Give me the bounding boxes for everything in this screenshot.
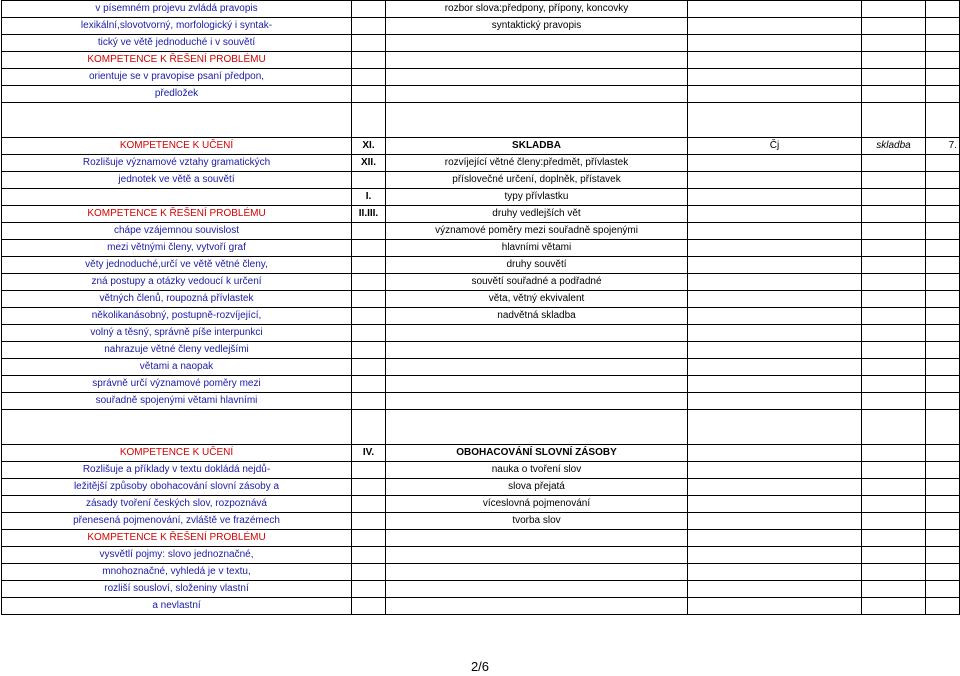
- topic-cell: hlavními větami: [386, 240, 688, 257]
- area-cell: [862, 52, 926, 69]
- topic-cell: věta, větný ekvivalent: [386, 291, 688, 308]
- section-number-cell: [352, 35, 386, 52]
- topic-cell: [386, 35, 688, 52]
- area-cell: [862, 530, 926, 547]
- area-cell: [862, 393, 926, 410]
- grade-cell: [926, 410, 960, 445]
- grade-cell: [926, 69, 960, 86]
- competence-cell: správně určí významové poměry mezi: [2, 376, 352, 393]
- section-number-cell: [352, 513, 386, 530]
- competence-cell: věty jednoduché,určí ve větě větné členy,: [2, 257, 352, 274]
- topic-cell: [386, 69, 688, 86]
- section-number-cell: XII.: [352, 155, 386, 172]
- competence-cell: [2, 189, 352, 206]
- topic-cell: významové poměry mezi souřadně spojenými: [386, 223, 688, 240]
- section-number-cell: [352, 103, 386, 138]
- table-row: [2, 18, 960, 35]
- topic-cell: druhy souvětí: [386, 257, 688, 274]
- area-cell: [862, 496, 926, 513]
- area-cell: [862, 189, 926, 206]
- subject-cell: [688, 257, 862, 274]
- topic-cell: příslovečné určení, doplněk, přístavek: [386, 172, 688, 189]
- area-cell: [862, 35, 926, 52]
- section-number-cell: [352, 257, 386, 274]
- section-number-cell: XI.: [352, 138, 386, 155]
- grade-cell: [926, 172, 960, 189]
- table-row: [2, 445, 960, 462]
- grade-cell: [926, 598, 960, 615]
- grade-cell: [926, 291, 960, 308]
- section-number-cell: [352, 462, 386, 479]
- grade-cell: [926, 445, 960, 462]
- section-number-cell: [352, 308, 386, 325]
- subject-cell: [688, 308, 862, 325]
- competence-cell: tický ve větě jednoduché i v souvětí: [2, 35, 352, 52]
- subject-cell: [688, 598, 862, 615]
- grade-cell: [926, 496, 960, 513]
- grade-cell: [926, 462, 960, 479]
- grade-cell: [926, 547, 960, 564]
- subject-cell: [688, 496, 862, 513]
- competence-cell: a nevlastní: [2, 598, 352, 615]
- table-row: [2, 598, 960, 615]
- table-row: [2, 52, 960, 69]
- competence-cell: nahrazuje větné členy vedlejšími: [2, 342, 352, 359]
- topic-cell: [386, 325, 688, 342]
- competence-cell: v písemném projevu zvládá pravopis: [2, 1, 352, 18]
- subject-cell: Čj: [688, 138, 862, 155]
- topic-cell: nadvětná skladba: [386, 308, 688, 325]
- subject-cell: [688, 52, 862, 69]
- table-row: [2, 1, 960, 18]
- topic-cell: [386, 52, 688, 69]
- section-number-cell: [352, 530, 386, 547]
- topic-cell: druhy vedlejších vět: [386, 206, 688, 223]
- grade-cell: [926, 479, 960, 496]
- topic-cell: [386, 342, 688, 359]
- section-number-cell: [352, 69, 386, 86]
- grade-cell: [926, 35, 960, 52]
- area-cell: [862, 291, 926, 308]
- competence-cell: větami a naopak: [2, 359, 352, 376]
- curriculum-table: [1, 0, 960, 615]
- area-cell: [862, 257, 926, 274]
- grade-cell: [926, 257, 960, 274]
- subject-cell: [688, 103, 862, 138]
- grade-cell: [926, 18, 960, 35]
- table-row: [2, 291, 960, 308]
- section-number-cell: [352, 564, 386, 581]
- topic-cell: nauka o tvoření slov: [386, 462, 688, 479]
- table-row: [2, 274, 960, 291]
- subject-cell: [688, 223, 862, 240]
- competence-cell: mezi větnými členy, vytvoří graf: [2, 240, 352, 257]
- competence-cell: Rozlišuje významové vztahy gramatických: [2, 155, 352, 172]
- section-number-cell: [352, 172, 386, 189]
- subject-cell: [688, 35, 862, 52]
- area-cell: [862, 342, 926, 359]
- competence-cell: předložek: [2, 86, 352, 103]
- subject-cell: [688, 564, 862, 581]
- table-row: [2, 325, 960, 342]
- area-cell: [862, 410, 926, 445]
- competence-cell: přenesená pojmenování, zvláště ve frazémech: [2, 513, 352, 530]
- table-row: [2, 513, 960, 530]
- area-cell: [862, 274, 926, 291]
- section-number-cell: [352, 274, 386, 291]
- table-row: [2, 240, 960, 257]
- competence-cell: chápe vzájemnou souvislost: [2, 223, 352, 240]
- section-number-cell: [352, 223, 386, 240]
- grade-cell: [926, 240, 960, 257]
- section-number-cell: IV.: [352, 445, 386, 462]
- topic-cell: [386, 103, 688, 138]
- section-number-cell: [352, 598, 386, 615]
- table-row: [2, 172, 960, 189]
- section-number-cell: [352, 376, 386, 393]
- grade-cell: [926, 308, 960, 325]
- competence-cell: KOMPETENCE K ŘEŠENÍ PROBLÉMU: [2, 206, 352, 223]
- topic-cell: souvětí souřadné a podřadné: [386, 274, 688, 291]
- subject-cell: [688, 342, 862, 359]
- subject-cell: [688, 18, 862, 35]
- section-number-cell: I.: [352, 189, 386, 206]
- page-number: 2/6: [470, 659, 490, 674]
- subject-cell: [688, 291, 862, 308]
- competence-cell: vysvětlí pojmy: slovo jednoznačné,: [2, 547, 352, 564]
- topic-cell: tvorba slov: [386, 513, 688, 530]
- subject-cell: [688, 86, 862, 103]
- area-cell: [862, 206, 926, 223]
- area-cell: [862, 240, 926, 257]
- grade-cell: [926, 52, 960, 69]
- topic-cell: typy přívlastku: [386, 189, 688, 206]
- table-row: [2, 581, 960, 598]
- section-number-cell: [352, 547, 386, 564]
- table-row: [2, 308, 960, 325]
- competence-cell: souřadně spojenými větami hlavními: [2, 393, 352, 410]
- grade-cell: [926, 376, 960, 393]
- topic-cell: OBOHACOVÁNÍ SLOVNÍ ZÁSOBY: [386, 445, 688, 462]
- area-cell: [862, 581, 926, 598]
- competence-cell: [2, 103, 352, 138]
- grade-cell: [926, 86, 960, 103]
- topic-cell: [386, 410, 688, 445]
- grade-cell: [926, 189, 960, 206]
- table-row: [2, 376, 960, 393]
- subject-cell: [688, 530, 862, 547]
- table-row: [2, 206, 960, 223]
- subject-cell: [688, 393, 862, 410]
- competence-cell: KOMPETENCE K ŘEŠENÍ PROBLÉMU: [2, 52, 352, 69]
- area-cell: [862, 598, 926, 615]
- topic-cell: [386, 86, 688, 103]
- subject-cell: [688, 479, 862, 496]
- section-number-cell: [352, 410, 386, 445]
- area-cell: skladba: [862, 138, 926, 155]
- area-cell: [862, 172, 926, 189]
- topic-cell: rozbor slova:předpony, přípony, koncovky: [386, 1, 688, 18]
- area-cell: [862, 564, 926, 581]
- subject-cell: [688, 189, 862, 206]
- grade-cell: [926, 513, 960, 530]
- section-number-cell: [352, 291, 386, 308]
- table-row: [2, 189, 960, 206]
- competence-cell: větných členů, roupozná přívlastek: [2, 291, 352, 308]
- subject-cell: [688, 206, 862, 223]
- area-cell: [862, 376, 926, 393]
- section-number-cell: [352, 52, 386, 69]
- spacer-row: [2, 410, 960, 445]
- competence-cell: několikanásobný, postupně-rozvíjející,: [2, 308, 352, 325]
- table-row: [2, 547, 960, 564]
- subject-cell: [688, 376, 862, 393]
- area-cell: [862, 445, 926, 462]
- area-cell: [862, 359, 926, 376]
- table-row: [2, 35, 960, 52]
- section-number-cell: [352, 240, 386, 257]
- table-body: [2, 1, 960, 615]
- competence-cell: orientuje se v pravopise psaní předpon,: [2, 69, 352, 86]
- topic-cell: [386, 547, 688, 564]
- competence-cell: zásady tvoření českých slov, rozpoznává: [2, 496, 352, 513]
- section-number-cell: [352, 1, 386, 18]
- table-row: [2, 86, 960, 103]
- competence-cell: zná postupy a otázky vedoucí k určení: [2, 274, 352, 291]
- competence-cell: lexikální,slovotvorný, morfologický i syntak-: [2, 18, 352, 35]
- competence-cell: ležitější způsoby obohacování slovní zásoby a: [2, 479, 352, 496]
- subject-cell: [688, 274, 862, 291]
- section-number-cell: [352, 359, 386, 376]
- subject-cell: [688, 1, 862, 18]
- grade-cell: [926, 359, 960, 376]
- topic-cell: víceslovná pojmenování: [386, 496, 688, 513]
- section-number-cell: II.III.: [352, 206, 386, 223]
- grade-cell: [926, 342, 960, 359]
- table-row: [2, 496, 960, 513]
- topic-cell: SKLADBA: [386, 138, 688, 155]
- area-cell: [862, 325, 926, 342]
- subject-cell: [688, 240, 862, 257]
- table-row: [2, 462, 960, 479]
- subject-cell: [688, 445, 862, 462]
- topic-cell: rozvíjející větné členy:předmět, přívlastek: [386, 155, 688, 172]
- competence-cell: KOMPETENCE K ŘEŠENÍ PROBLÉMU: [2, 530, 352, 547]
- grade-cell: [926, 103, 960, 138]
- topic-cell: slova přejatá: [386, 479, 688, 496]
- area-cell: [862, 223, 926, 240]
- grade-cell: [926, 274, 960, 291]
- grade-cell: [926, 530, 960, 547]
- area-cell: [862, 479, 926, 496]
- table-row: [2, 564, 960, 581]
- subject-cell: [688, 155, 862, 172]
- section-number-cell: [352, 479, 386, 496]
- area-cell: [862, 18, 926, 35]
- section-number-cell: [352, 86, 386, 103]
- topic-cell: [386, 530, 688, 547]
- topic-cell: syntaktický pravopis: [386, 18, 688, 35]
- area-cell: [862, 103, 926, 138]
- subject-cell: [688, 359, 862, 376]
- section-number-cell: [352, 18, 386, 35]
- grade-cell: [926, 223, 960, 240]
- competence-cell: Rozlišuje a příklady v textu dokládá nejdů-: [2, 462, 352, 479]
- topic-cell: [386, 376, 688, 393]
- area-cell: [862, 86, 926, 103]
- grade-cell: 7.: [926, 138, 960, 155]
- topic-cell: [386, 359, 688, 376]
- subject-cell: [688, 547, 862, 564]
- subject-cell: [688, 410, 862, 445]
- table-row: [2, 530, 960, 547]
- table-row: [2, 138, 960, 155]
- table-row: [2, 359, 960, 376]
- area-cell: [862, 155, 926, 172]
- subject-cell: [688, 462, 862, 479]
- grade-cell: [926, 393, 960, 410]
- table-row: [2, 69, 960, 86]
- area-cell: [862, 69, 926, 86]
- section-number-cell: [352, 581, 386, 598]
- topic-cell: [386, 393, 688, 410]
- section-number-cell: [352, 325, 386, 342]
- competence-cell: KOMPETENCE K UČENÍ: [2, 138, 352, 155]
- grade-cell: [926, 206, 960, 223]
- section-number-cell: [352, 496, 386, 513]
- competence-cell: [2, 410, 352, 445]
- grade-cell: [926, 1, 960, 18]
- topic-cell: [386, 598, 688, 615]
- grade-cell: [926, 325, 960, 342]
- subject-cell: [688, 69, 862, 86]
- table-row: [2, 393, 960, 410]
- competence-cell: KOMPETENCE K UČENÍ: [2, 445, 352, 462]
- topic-cell: [386, 581, 688, 598]
- table-row: [2, 342, 960, 359]
- area-cell: [862, 547, 926, 564]
- competence-cell: rozliší sousloví, složeniny vlastní: [2, 581, 352, 598]
- section-number-cell: [352, 393, 386, 410]
- grade-cell: [926, 564, 960, 581]
- area-cell: [862, 1, 926, 18]
- competence-cell: volný a těsný, správně píše interpunkci: [2, 325, 352, 342]
- spacer-row: [2, 103, 960, 138]
- subject-cell: [688, 325, 862, 342]
- table-row: [2, 155, 960, 172]
- area-cell: [862, 462, 926, 479]
- table-row: [2, 479, 960, 496]
- grade-cell: [926, 155, 960, 172]
- table-row: [2, 257, 960, 274]
- area-cell: [862, 513, 926, 530]
- topic-cell: [386, 564, 688, 581]
- table-row: [2, 223, 960, 240]
- subject-cell: [688, 172, 862, 189]
- subject-cell: [688, 581, 862, 598]
- competence-cell: mnohoznačné, vyhledá je v textu,: [2, 564, 352, 581]
- subject-cell: [688, 513, 862, 530]
- competence-cell: jednotek ve větě a souvětí: [2, 172, 352, 189]
- section-number-cell: [352, 342, 386, 359]
- grade-cell: [926, 581, 960, 598]
- area-cell: [862, 308, 926, 325]
